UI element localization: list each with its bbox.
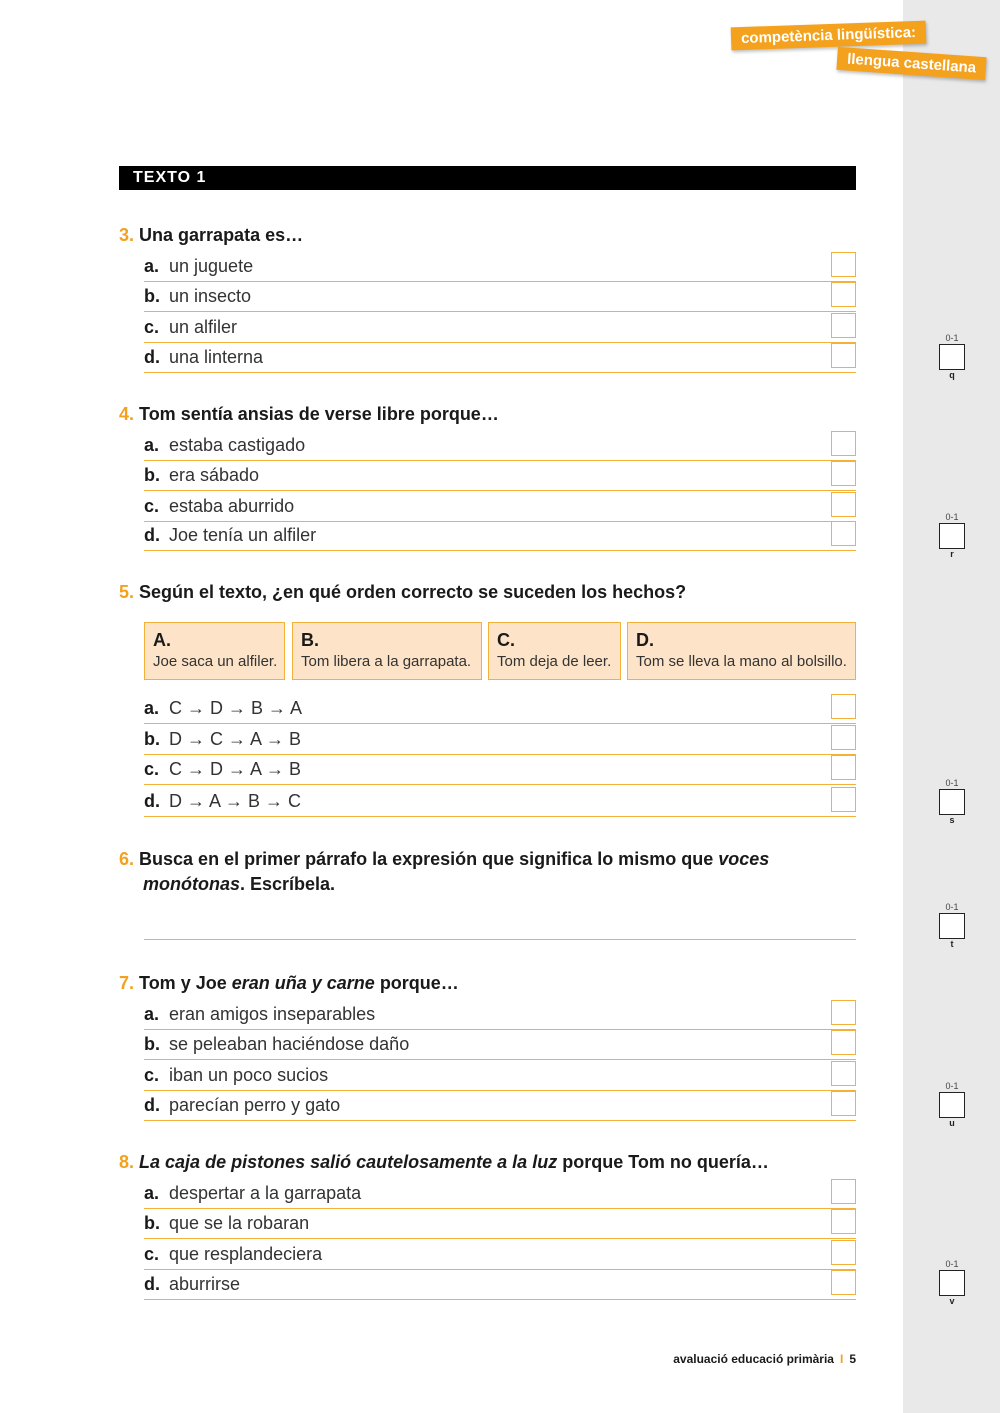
answer-checkbox[interactable] [831, 1209, 856, 1234]
option-text: era sábado [169, 465, 260, 485]
option-letter: d. [144, 1274, 160, 1294]
event-text: Tom se lleva la mano al bolsillo. [636, 653, 847, 670]
score-range: 0-1 [945, 778, 959, 788]
page-number: 5 [849, 1352, 856, 1366]
event-letter: B. [301, 630, 319, 650]
option-letter: c. [144, 1244, 160, 1264]
answer-checkbox[interactable] [831, 461, 856, 486]
option-letter: b. [144, 729, 160, 749]
option-3a [144, 252, 856, 282]
event-card-c [488, 622, 621, 680]
option-7a [144, 1000, 856, 1030]
option-letter: d. [144, 791, 160, 811]
score-input[interactable] [939, 523, 965, 549]
score-box-v [939, 1259, 965, 1307]
option-text: D → C → A → B [169, 729, 302, 749]
answer-checkbox[interactable] [831, 282, 856, 307]
question-text: Tom sentía ansias de verse libre porque… [139, 404, 499, 424]
question-text: porque… [374, 973, 459, 993]
competence-tag: competència lingüística: [731, 21, 927, 51]
question-number: 5. [119, 582, 135, 602]
option-5d [144, 787, 856, 817]
question-8 [119, 1150, 856, 1175]
score-code: q [949, 370, 955, 380]
event-card-b [292, 622, 482, 680]
option-letter: a. [144, 256, 160, 276]
option-text: D → A → B → C [169, 791, 302, 811]
question-text: . Escríbela. [240, 874, 336, 894]
option-text: parecían perro y gato [169, 1095, 341, 1115]
option-letter: c. [144, 496, 160, 516]
option-4d [144, 521, 856, 551]
event-letter: A. [153, 630, 171, 650]
option-letter: b. [144, 1213, 160, 1233]
answer-checkbox[interactable] [831, 725, 856, 750]
option-text: estaba aburrido [169, 496, 295, 516]
option-text: Joe tenía un alfiler [169, 525, 317, 545]
option-4a [144, 431, 856, 461]
answer-checkbox[interactable] [831, 1030, 856, 1055]
answer-checkbox[interactable] [831, 1091, 856, 1116]
question-text: Tom y Joe [139, 973, 232, 993]
section-title: TEXTO 1 [119, 166, 856, 190]
option-7c [144, 1061, 856, 1091]
option-text: iban un poco sucios [169, 1065, 329, 1085]
option-letter: c. [144, 759, 160, 779]
question-text: Una garrapata es… [139, 225, 304, 245]
question-4 [119, 402, 856, 427]
option-8a [144, 1179, 856, 1209]
score-box-r [939, 512, 965, 560]
question-number: 8. [119, 1152, 135, 1172]
event-letter: C. [497, 630, 515, 650]
answer-checkbox[interactable] [831, 755, 856, 780]
score-code: u [949, 1118, 955, 1128]
option-letter: d. [144, 525, 160, 545]
event-text: Joe saca un alfiler. [153, 653, 278, 670]
option-text: una linterna [169, 347, 264, 367]
question-text: Según el texto, ¿en qué orden correcto se suceden los hechos? [139, 582, 687, 602]
answer-checkbox[interactable] [831, 694, 856, 719]
score-range: 0-1 [945, 333, 959, 343]
option-3b [144, 282, 856, 312]
option-letter: c. [144, 1065, 160, 1085]
question-italic: eran uña y carne [231, 973, 375, 993]
option-text: C → D → A → B [169, 759, 302, 779]
option-text: que se la robaran [169, 1213, 310, 1233]
score-input[interactable] [939, 1092, 965, 1118]
answer-checkbox[interactable] [831, 252, 856, 277]
option-letter: a. [144, 1004, 160, 1024]
score-code: s [949, 815, 955, 825]
option-8d [144, 1270, 856, 1300]
footer-separator: I [839, 1352, 844, 1366]
answer-checkbox[interactable] [831, 1240, 856, 1265]
option-5c [144, 755, 856, 785]
answer-checkbox[interactable] [831, 1179, 856, 1204]
answer-checkbox[interactable] [831, 1061, 856, 1086]
question-number: 3. [119, 225, 135, 245]
option-text: eran amigos inseparables [169, 1004, 376, 1024]
question-number: 6. [119, 849, 135, 869]
answer-checkbox[interactable] [831, 313, 856, 338]
question-text: Busca en el primer párrafo la expresión que significa lo mismo que [139, 849, 719, 869]
option-letter: b. [144, 286, 160, 306]
option-7d [144, 1091, 856, 1121]
answer-checkbox[interactable] [831, 787, 856, 812]
score-box-t [939, 902, 965, 950]
option-4c [144, 492, 856, 522]
option-4b [144, 461, 856, 491]
footer-text: avaluació educació primària [673, 1352, 834, 1366]
event-letter: D. [636, 630, 654, 650]
subject-tag: llengua castellana [836, 47, 986, 80]
question-7 [119, 971, 856, 996]
page-footer [560, 1352, 856, 1366]
option-5a [144, 694, 856, 724]
written-answer-line[interactable] [144, 939, 856, 940]
option-letter: c. [144, 317, 160, 337]
question-3 [119, 223, 856, 248]
event-text: Tom deja de leer. [497, 653, 612, 670]
option-text: C → D → B → A [169, 698, 303, 718]
option-letter: b. [144, 465, 160, 485]
answer-checkbox[interactable] [831, 343, 856, 368]
score-code: t [950, 939, 954, 949]
question-text-line2 [119, 872, 856, 897]
answer-checkbox[interactable] [831, 1000, 856, 1025]
option-letter: a. [144, 1183, 160, 1203]
score-input[interactable] [939, 1270, 965, 1296]
option-letter: d. [144, 1095, 160, 1115]
option-text: despertar a la garrapata [169, 1183, 362, 1203]
event-text: Tom libera a la garrapata. [301, 653, 472, 670]
question-number: 7. [119, 973, 135, 993]
option-5b [144, 725, 856, 755]
option-8b [144, 1209, 856, 1239]
question-number: 4. [119, 404, 135, 424]
scoring-sidebar [903, 0, 1000, 1413]
option-letter: d. [144, 347, 160, 367]
question-italic: voces [718, 849, 770, 869]
option-7b [144, 1030, 856, 1060]
answer-checkbox[interactable] [831, 431, 856, 456]
event-card-d [627, 622, 856, 680]
score-input[interactable] [939, 913, 965, 939]
option-text: estaba castigado [169, 435, 306, 455]
score-range: 0-1 [945, 512, 959, 522]
score-range: 0-1 [945, 1081, 959, 1091]
score-code: r [950, 549, 954, 559]
option-text: se peleaban haciéndose daño [169, 1034, 410, 1054]
event-card-a [144, 622, 285, 680]
score-input[interactable] [939, 344, 965, 370]
score-code: v [949, 1296, 955, 1306]
score-box-u [939, 1081, 965, 1129]
question-italic: La caja de pistones salió cautelosamente a la luz [139, 1152, 558, 1172]
option-letter: a. [144, 435, 160, 455]
question-5 [119, 580, 856, 605]
score-range: 0-1 [945, 1259, 959, 1269]
option-8c [144, 1240, 856, 1270]
question-italic: monótonas [143, 874, 240, 894]
option-letter: b. [144, 1034, 160, 1054]
option-text: un alfiler [169, 317, 238, 337]
answer-checkbox[interactable] [831, 1270, 856, 1295]
option-text: un juguete [169, 256, 254, 276]
option-text: aburrirse [169, 1274, 241, 1294]
question-text: porque Tom no quería… [557, 1152, 769, 1172]
question-6 [119, 847, 856, 897]
option-text: que resplandeciera [169, 1244, 323, 1264]
score-box-s [939, 778, 965, 826]
score-range: 0-1 [945, 902, 959, 912]
answer-checkbox[interactable] [831, 492, 856, 517]
score-box-q [939, 333, 965, 381]
option-3c [144, 313, 856, 343]
score-input[interactable] [939, 789, 965, 815]
option-letter: a. [144, 698, 160, 718]
option-3d [144, 343, 856, 373]
answer-checkbox[interactable] [831, 521, 856, 546]
option-text: un insecto [169, 286, 252, 306]
